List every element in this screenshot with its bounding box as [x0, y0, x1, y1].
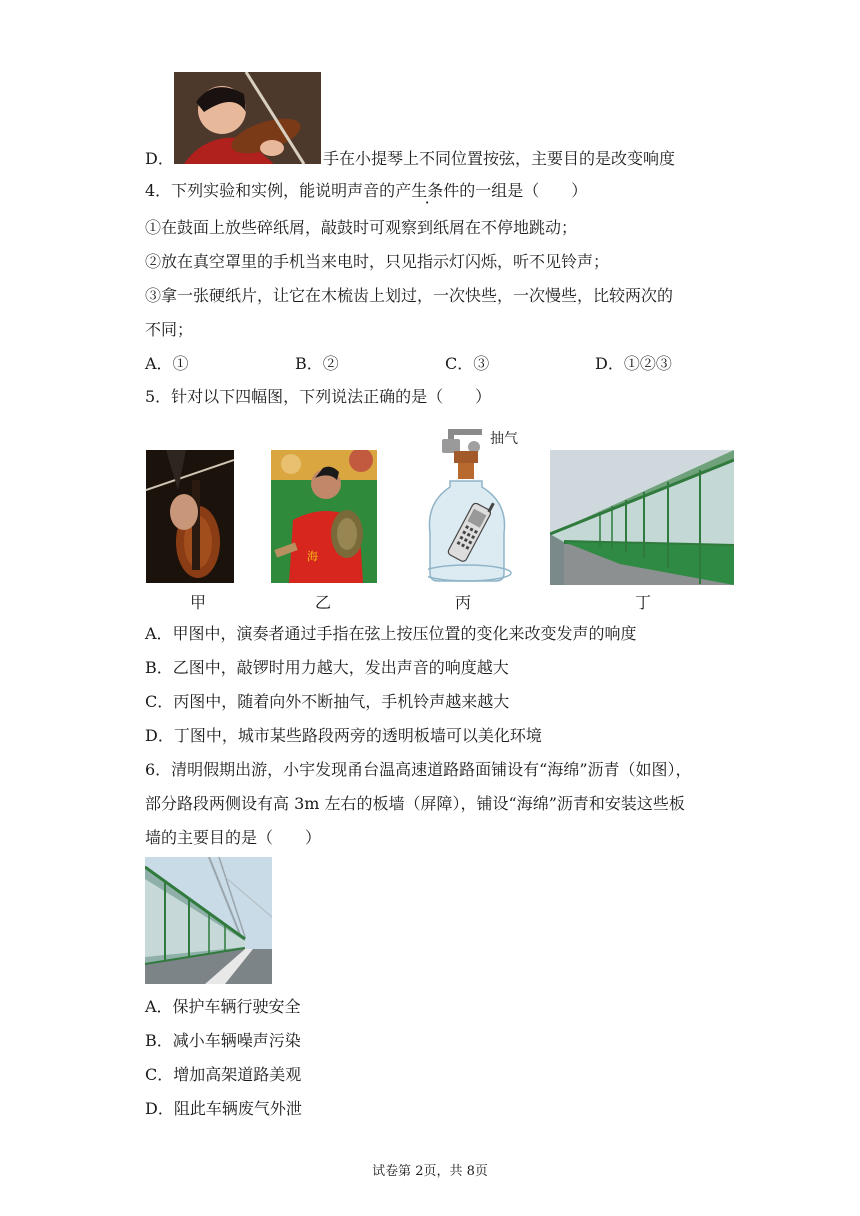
q4-item-1: ①在鼓面上放些碎纸屑，敲鼓时可观察到纸屑在不停地跳动； — [145, 218, 578, 237]
q4-option-a: A．① — [145, 354, 189, 373]
q5-option-a: A．甲图中，演奏者通过手指在弦上按压位置的变化来改变发声的响度 — [145, 624, 637, 643]
pump-label: 抽气 — [490, 431, 518, 447]
q6-option-a: A．保护车辆行驶安全 — [145, 997, 301, 1016]
q5-stem: 5．针对以下四幅图，下列说法正确的是（ ） — [145, 387, 492, 406]
caption-bing: 丙 — [455, 593, 472, 612]
caption-jia: 甲 — [190, 593, 207, 612]
q6-option-c: C．增加高架道路美观 — [145, 1065, 302, 1084]
q4-option-b: B．② — [295, 354, 339, 373]
gong-player-photo — [271, 450, 377, 583]
q4-stem-suffix: 的一组是（ ） — [459, 181, 588, 200]
bell-jar-diagram — [428, 423, 534, 585]
q6-stem-line-2: 部分路段两侧设有高 3m 左右的板墙（屏障），铺设“海绵”沥青和安装这些板 — [145, 794, 685, 813]
q5-option-c: C．丙图中，随着向外不断抽气，手机铃声越来越大 — [145, 692, 510, 711]
q4-stem-prefix: 4．下列实验和实例，能说明声音的 — [145, 181, 396, 200]
q4-item-3-cont: 不同； — [145, 320, 194, 339]
caption-ding: 丁 — [635, 593, 652, 612]
q4-stem — [145, 180, 587, 202]
violin-girl-photo — [174, 72, 321, 164]
q4-option-c: C．③ — [445, 354, 490, 373]
svg-text:海: 海 — [307, 550, 318, 563]
q5-option-b: B．乙图中，敲锣时用力越大，发出声音的响度越大 — [145, 658, 509, 677]
highway-barrier-photo — [550, 450, 734, 585]
q4-option-d: D．①②③ — [595, 354, 672, 373]
violin-hand-photo — [146, 450, 234, 583]
q6-stem-line-1: 6．清明假期出游，小宇发现甬台温高速道路路面铺设有“海绵”沥青（如图）， — [145, 760, 692, 779]
elevated-road-barrier-photo — [145, 857, 272, 984]
q4-stem-emphasis: 产生条件 — [395, 181, 460, 200]
caption-yi: 乙 — [315, 593, 332, 612]
q3-option-d-letter: D． — [145, 149, 174, 168]
q6-option-b: B．减小车辆噪声污染 — [145, 1031, 301, 1050]
q6-stem-line-3: 墙的主要目的是（ ） — [145, 828, 322, 847]
q3-option-d-text: 手在小提琴上不同位置按弦，主要目的是改变响度 — [323, 149, 676, 168]
q6-option-d: D．阻此车辆废气外泄 — [145, 1099, 302, 1118]
q5-option-d: D．丁图中，城市某些路段两旁的透明板墙可以美化环境 — [145, 726, 542, 745]
q4-item-2: ②放在真空罩里的手机当来电时，只见指示灯闪烁，听不见铃声； — [145, 252, 610, 271]
page-footer: 试卷第 2页，共 8页 — [372, 1164, 488, 1179]
q4-item-3: ③拿一张硬纸片，让它在木梳齿上划过，一次快些，一次慢些，比较两次的 — [145, 286, 674, 305]
